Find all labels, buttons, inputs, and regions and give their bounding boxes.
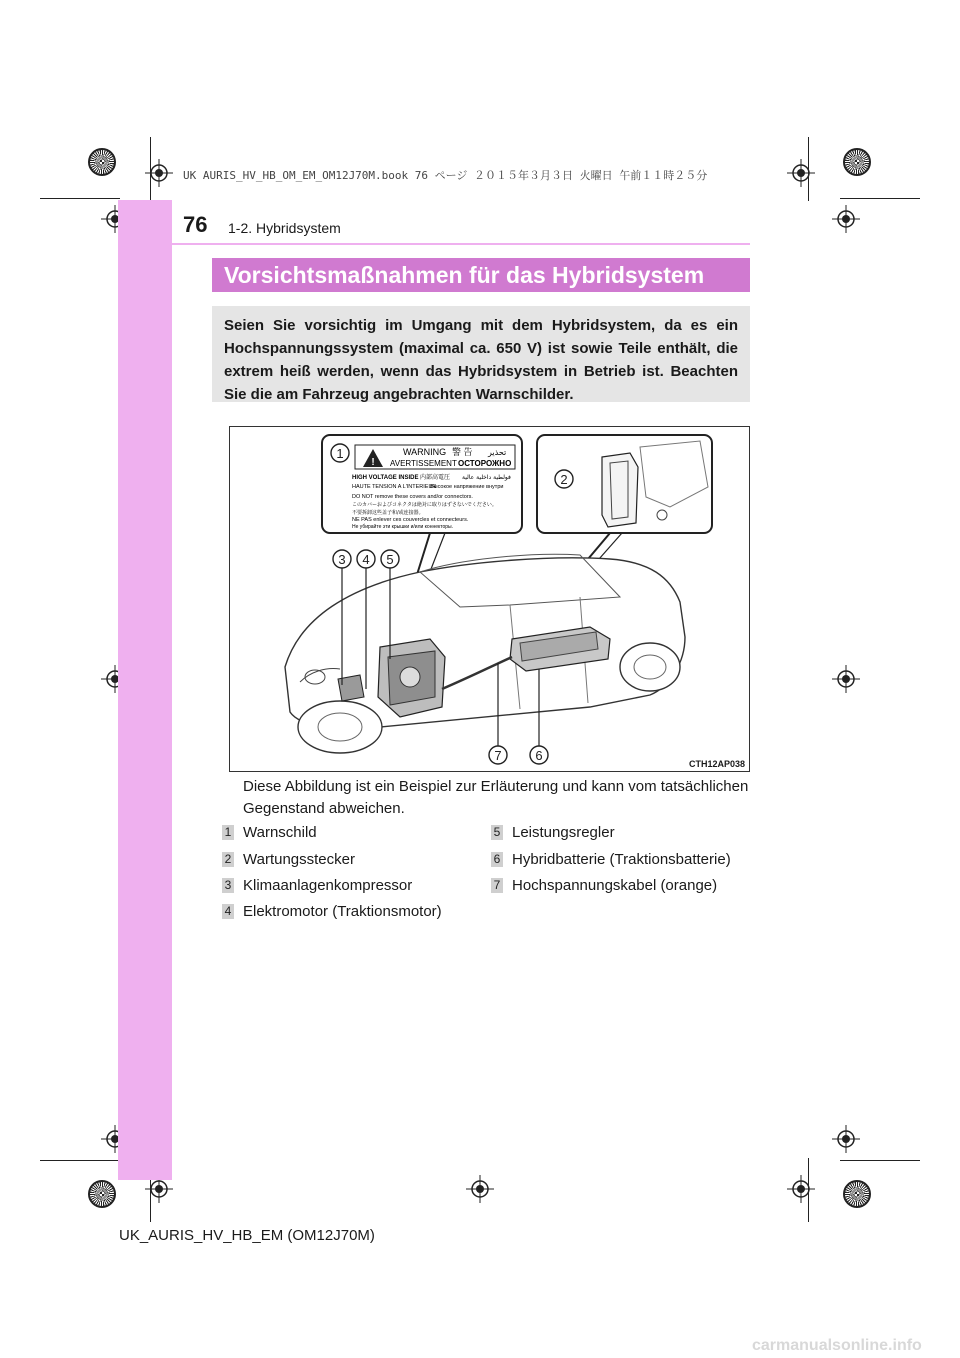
hybrid-system-figure [229, 426, 750, 772]
label-warning-jp: 警 告 [452, 447, 473, 457]
label-line3: 不要拆卸这些盖子和/或连接器。 [352, 510, 424, 516]
legend-label: Hybridbatterie (Traktionsbatterie) [512, 851, 731, 868]
legend-label: Wartungsstecker [243, 851, 355, 868]
legend-item [491, 851, 731, 868]
registration-target-icon [466, 1175, 494, 1203]
label-hv: HIGH VOLTAGE INSIDE [352, 475, 419, 481]
legend-label: Klimaanlagenkompressor [243, 877, 413, 894]
legend-label: Elektromotor (Traktionsmotor) [243, 903, 442, 920]
page-title: Vorsichtsmaßnahmen für das Hybridsystem [224, 262, 705, 288]
registration-target-icon [145, 159, 173, 187]
registration-wheel-icon [88, 1180, 116, 1208]
label-avertissement: AVERTISSEMENT [390, 459, 457, 468]
svg-text:5: 5 [386, 552, 394, 567]
legend-label: Hochspannungskabel (orange) [512, 877, 718, 894]
page-number: 76 [183, 212, 208, 237]
label-hv-ar: فولطية داخلية عالية [462, 474, 511, 481]
crop-mark [40, 198, 120, 199]
crop-mark [840, 1160, 920, 1161]
registration-target-icon [832, 1125, 860, 1153]
section-label: 1-2. Hybridsystem [228, 220, 341, 236]
legend-number: 2 [222, 852, 234, 867]
legend-item [491, 877, 717, 894]
rear-wheel [620, 643, 680, 691]
svg-text:!: ! [371, 457, 375, 468]
svg-text:2: 2 [560, 472, 568, 487]
intro-text: Seien Sie vorsichtig im Umgang mit dem Hybridsystem, da es ein Hochspannungssystem (maximal ca. 650 V) ist sowie Teile enthält, die extrem heiß werden, wenn das Hybridsystem in Betrieb ist. Beachten Sie die am Fahrzeug angebrachten Warnschilder. [224, 317, 738, 403]
svg-text:1: 1 [336, 446, 344, 461]
title-bar [212, 258, 750, 292]
legend-label: Warnschild [243, 824, 317, 841]
label-line5: Не убирайте эти крышки и/или коннекторы. [352, 524, 454, 530]
figure-caption: Diese Abbildung ist ein Beispiel zur Erläuterung und kann vom tatsächlichen Gegenstand abweichen. [243, 778, 749, 817]
watermark: carmanualsonline.info [752, 1337, 922, 1354]
legend-number: 4 [222, 904, 234, 919]
svg-text:6: 6 [535, 748, 543, 763]
registration-target-icon [787, 159, 815, 187]
legend-item [491, 824, 615, 841]
svg-text:3: 3 [338, 552, 346, 567]
registration-target-icon [832, 665, 860, 693]
registration-target-icon [832, 205, 860, 233]
crop-mark [840, 198, 920, 199]
front-wheel [298, 701, 382, 753]
figure-code: CTH12AP038 [688, 759, 745, 769]
legend-number: 6 [491, 852, 503, 867]
svg-text:4: 4 [362, 552, 370, 567]
legend-item [222, 903, 442, 920]
sidebar-band [118, 243, 172, 1180]
registration-target-icon [787, 1175, 815, 1203]
car-illustration [230, 427, 749, 771]
label-hv-ru: Высокое напряжение внутри [430, 484, 504, 490]
crop-mark [40, 1160, 120, 1161]
legend-number: 1 [222, 825, 234, 840]
legend-number: 3 [222, 878, 234, 893]
legend-number: 5 [491, 825, 503, 840]
footer-code: UK_AURIS_HV_HB_EM (OM12J70M) [119, 1227, 375, 1244]
registration-wheel-icon [843, 148, 871, 176]
legend-item [222, 877, 412, 894]
registration-wheel-icon [843, 1180, 871, 1208]
label-line2: このカバーおよびコネクタは絶対に取りはずさないでください。 [352, 502, 497, 508]
label-line1: DO NOT remove these covers and/or connectors. [352, 494, 473, 500]
label-hv-jp: 内部高電圧 [420, 474, 451, 481]
service-plug-shape [602, 453, 638, 527]
legend-item [222, 851, 355, 868]
legend-item [222, 824, 317, 841]
book-meta: UK AURIS_HV_HB_OM_EM_OM12J70M.book 76 ページ ２０１５年３月３日 火曜日 午前１１時２５分 [183, 169, 708, 182]
intro-box [212, 306, 750, 402]
label-hv-fr: HAUTE TENSION A L'INTERIEUR [352, 484, 437, 490]
label-line4: NE PAS enlever ces couvercles et connecteurs. [352, 517, 469, 523]
label-warning: WARNING [403, 447, 447, 457]
legend-label: Leistungsregler [512, 824, 615, 841]
header-rule [118, 243, 750, 245]
sidebar-tab [118, 200, 172, 243]
registration-wheel-icon [88, 148, 116, 176]
legend-number: 7 [491, 878, 503, 893]
svg-text:7: 7 [494, 748, 502, 763]
label-ru: ОСТОРОЖНО [458, 459, 512, 468]
label-warning-ar: تحذير [488, 448, 507, 457]
